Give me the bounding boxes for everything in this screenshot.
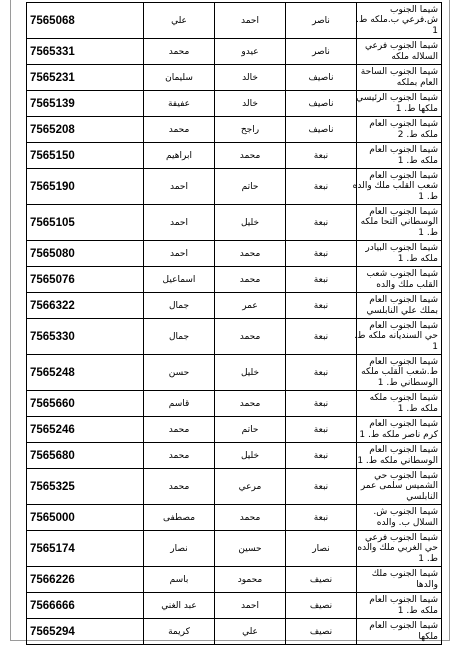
- phone-number-cell: 7565325: [27, 469, 144, 505]
- address-line: شيما الجنوب العام: [369, 356, 438, 367]
- address-cell: [352, 169, 442, 205]
- address-line: ملكه ط. 1: [397, 605, 438, 616]
- address-line: شيما الجنوب فرعي: [365, 41, 438, 51]
- address-cell: [357, 241, 442, 267]
- address-cell: [357, 593, 442, 619]
- address-cell: [357, 391, 442, 417]
- address-cell: [357, 469, 442, 505]
- table-row: [27, 619, 442, 645]
- table-row: [27, 117, 442, 143]
- address-line: شيما الجنوب فرعي: [365, 532, 438, 543]
- father-name-cell: محمد: [215, 505, 286, 531]
- table-row: [27, 567, 442, 593]
- table-row: [27, 319, 442, 355]
- family-name-cell: نصيف: [286, 619, 357, 645]
- address-line: الوسطاني التحا ملكه: [360, 217, 438, 228]
- address-line: ملكها ط. 1: [395, 103, 438, 114]
- address-line: شيما الجنوب العام: [369, 295, 438, 305]
- phone-number-cell: 7566666: [27, 593, 144, 619]
- address-cell: [357, 531, 442, 567]
- family-name-cell: نصيف: [286, 567, 357, 593]
- father-name-cell: محمد: [215, 267, 286, 293]
- address-cell: [357, 91, 442, 117]
- father-name-cell: محمد: [215, 143, 286, 169]
- first-name-cell: محمد: [144, 417, 215, 443]
- phone-number-cell: 7565330: [27, 319, 144, 355]
- first-name-cell: محمد: [144, 117, 215, 143]
- address-cell: [357, 205, 442, 241]
- address-line: شيما الجنوب البيادر: [365, 243, 438, 253]
- address-line: بملك علي النابلسي: [366, 305, 438, 316]
- address-cell: [357, 117, 442, 143]
- address-line: شيما الجنوب العام: [369, 621, 438, 631]
- table-row: [27, 391, 442, 417]
- table-row: [27, 65, 442, 91]
- father-name-cell: محمود: [215, 567, 286, 593]
- address-line: شيما الجنوب: [390, 4, 438, 15]
- phone-number-cell: 7565208: [27, 117, 144, 143]
- family-name-cell: نبعة: [286, 143, 357, 169]
- phone-number-cell: 7565000: [27, 505, 144, 531]
- address-line: 1: [432, 341, 438, 352]
- address-line: شيما الجنوب الرئيسي: [356, 93, 438, 103]
- family-name-cell: نصار: [286, 531, 357, 567]
- father-name-cell: حسين: [215, 531, 286, 567]
- first-name-cell: علي: [144, 3, 215, 39]
- directory-table-body: [27, 3, 442, 645]
- address-cell: [357, 355, 442, 391]
- address-line: شيما الجنوب الساحة: [360, 67, 438, 77]
- table-row: [27, 39, 442, 65]
- address-line: شيما الجنوب العام: [369, 145, 438, 155]
- address-cell: [357, 267, 442, 293]
- address-cell: [357, 567, 442, 593]
- address-line: الشميس سلمى عمر: [360, 481, 438, 492]
- address-cell: [357, 65, 442, 91]
- table-row: [27, 169, 442, 205]
- phone-number-cell: 7565150: [27, 143, 144, 169]
- phone-number-cell: 7565068: [27, 3, 144, 39]
- phone-number-cell: 7566226: [27, 567, 144, 593]
- table-row: [27, 91, 442, 117]
- phone-number-cell: 7565105: [27, 205, 144, 241]
- address-line: ط. 1: [418, 227, 438, 238]
- phone-number-cell: 7565331: [27, 39, 144, 65]
- table-row: [27, 3, 442, 39]
- address-line: ملكه ط. 2: [397, 129, 438, 140]
- address-line: السلاله ملكه: [391, 51, 438, 62]
- phone-number-cell: 7565248: [27, 355, 144, 391]
- table-row: [27, 531, 442, 567]
- phone-number-cell: 7565246: [27, 417, 144, 443]
- first-name-cell: نصار: [144, 531, 215, 567]
- first-name-cell: اسماعيل: [144, 267, 215, 293]
- first-name-cell: مصطفى: [144, 505, 215, 531]
- address-line: ط.شعب القلب ملكه: [361, 367, 438, 378]
- table-row: [27, 443, 442, 469]
- first-name-cell: احمد: [144, 205, 215, 241]
- address-line: القلب ملك والده: [376, 279, 438, 290]
- first-name-cell: محمد: [144, 469, 215, 505]
- first-name-cell: محمد: [144, 39, 215, 65]
- father-name-cell: خليل: [215, 205, 286, 241]
- family-name-cell: نبعة: [286, 417, 357, 443]
- address-line: شعب القلب ملك والده: [352, 181, 438, 192]
- address-cell: [357, 505, 442, 531]
- first-name-cell: جمال: [144, 319, 215, 355]
- father-name-cell: احمد: [215, 3, 286, 39]
- father-name-cell: خليل: [215, 355, 286, 391]
- father-name-cell: خالد: [215, 91, 286, 117]
- first-name-cell: محمد: [144, 443, 215, 469]
- family-name-cell: ناصيف: [286, 117, 357, 143]
- address-line: شيما الجنوب العام: [369, 170, 438, 181]
- family-name-cell: نبعة: [286, 469, 357, 505]
- address-line: ش.فرعي ب.ملكه ط.: [356, 15, 438, 26]
- first-name-cell: باسم: [144, 567, 215, 593]
- address-line: ملكه ط. 1: [397, 155, 438, 166]
- family-name-cell: نبعة: [286, 355, 357, 391]
- address-cell: [357, 143, 442, 169]
- family-name-cell: نصيف: [286, 593, 357, 619]
- address-line: ط. 1: [418, 191, 438, 202]
- family-name-cell: نبعة: [286, 267, 357, 293]
- address-line: ملكه ط. 1: [397, 253, 438, 264]
- family-name-cell: نبعة: [286, 293, 357, 319]
- address-cell: [354, 319, 442, 355]
- address-line: شيما الجنوب شعب: [366, 269, 438, 279]
- table-row: [27, 293, 442, 319]
- father-name-cell: عيدو: [215, 39, 286, 65]
- address-line: شيما الجنوب حي: [374, 470, 438, 481]
- address-line: العام بملكه: [396, 77, 438, 88]
- family-name-cell: نبعة: [286, 205, 357, 241]
- address-line: شيما الجنوب العام: [369, 206, 438, 217]
- father-name-cell: محمد: [215, 319, 286, 355]
- address-line: ملكها: [418, 631, 438, 642]
- family-name-cell: نبعة: [286, 443, 357, 469]
- father-name-cell: احمد: [215, 593, 286, 619]
- address-line: شيما الجنوب ملك: [371, 569, 438, 579]
- table-row: [27, 205, 442, 241]
- address-line: شيما الجنوب ملكه: [369, 393, 438, 403]
- father-name-cell: حاتم: [215, 169, 286, 205]
- address-line: كرم ناصر ملكه ط. 1: [359, 429, 438, 440]
- family-name-cell: نبعة: [286, 319, 357, 355]
- father-name-cell: خالد: [215, 65, 286, 91]
- address-line: حي السنديانه ملكه ط.: [354, 331, 438, 342]
- phone-number-cell: 7565139: [27, 91, 144, 117]
- address-cell: [357, 293, 442, 319]
- first-name-cell: حسن: [144, 355, 215, 391]
- table-row: [27, 593, 442, 619]
- first-name-cell: كريمة: [144, 619, 215, 645]
- father-name-cell: مرعي: [215, 469, 286, 505]
- family-name-cell: نبعة: [286, 505, 357, 531]
- address-line: 1: [432, 25, 438, 36]
- phone-number-cell: 7565174: [27, 531, 144, 567]
- table-row: [27, 241, 442, 267]
- table-row: [27, 469, 442, 505]
- father-name-cell: خليل: [215, 443, 286, 469]
- phone-number-cell: 7565080: [27, 241, 144, 267]
- father-name-cell: عمر: [215, 293, 286, 319]
- address-line: السلال ب. والده: [376, 517, 438, 528]
- address-line: ملكه ط. 1: [397, 403, 438, 414]
- phone-number-cell: 7565660: [27, 391, 144, 417]
- first-name-cell: عبد الغني: [144, 593, 215, 619]
- address-cell: [357, 619, 442, 645]
- table-row: [27, 417, 442, 443]
- address-line: النابلسي: [406, 491, 438, 502]
- family-name-cell: ناصر: [286, 39, 357, 65]
- first-name-cell: جمال: [144, 293, 215, 319]
- father-name-cell: حاتم: [215, 417, 286, 443]
- first-name-cell: عفيفة: [144, 91, 215, 117]
- address-line: حي الغربي ملك والده: [357, 543, 438, 554]
- address-line: والدها: [416, 579, 438, 590]
- father-name-cell: محمد: [215, 241, 286, 267]
- address-line: الوسطاني ط. 1: [377, 377, 438, 388]
- address-line: شيما الجنوب العام: [369, 119, 438, 129]
- table-row: [27, 505, 442, 531]
- first-name-cell: سليمان: [144, 65, 215, 91]
- address-line: شيما الجنوب ش.: [373, 507, 438, 517]
- address-line: شيما الجنوب العام: [369, 419, 438, 429]
- table-row: [27, 143, 442, 169]
- family-name-cell: ناصر: [286, 3, 357, 39]
- family-name-cell: نبعة: [286, 391, 357, 417]
- family-name-cell: نبعة: [286, 169, 357, 205]
- address-line: شيما الجنوب العام: [369, 445, 438, 455]
- address-line: شيما الجنوب العام: [369, 595, 438, 605]
- document-page: [10, 0, 450, 641]
- phone-number-cell: 7565680: [27, 443, 144, 469]
- address-cell: [357, 3, 442, 39]
- address-cell: [357, 39, 442, 65]
- family-name-cell: نبعة: [286, 241, 357, 267]
- father-name-cell: راجح: [215, 117, 286, 143]
- address-cell: [357, 417, 442, 443]
- phone-number-cell: 7565190: [27, 169, 144, 205]
- phone-number-cell: 7565231: [27, 65, 144, 91]
- father-name-cell: محمد: [215, 391, 286, 417]
- first-name-cell: قاسم: [144, 391, 215, 417]
- family-name-cell: ناصيف: [286, 65, 357, 91]
- first-name-cell: احمد: [144, 169, 215, 205]
- phone-number-cell: 7565294: [27, 619, 144, 645]
- address-cell: [357, 443, 442, 469]
- table-row: [27, 267, 442, 293]
- first-name-cell: ابراهيم: [144, 143, 215, 169]
- family-name-cell: ناصيف: [286, 91, 357, 117]
- phone-number-cell: 7566322: [27, 293, 144, 319]
- address-line: شيما الجنوب العام: [369, 320, 438, 331]
- table-row: [27, 355, 442, 391]
- address-line: الوسطاني ملكه ط. 1: [357, 455, 438, 466]
- address-line: ط. 1: [418, 553, 438, 564]
- phone-number-cell: 7565076: [27, 267, 144, 293]
- first-name-cell: احمد: [144, 241, 215, 267]
- father-name-cell: علي: [215, 619, 286, 645]
- directory-table: [26, 2, 442, 645]
